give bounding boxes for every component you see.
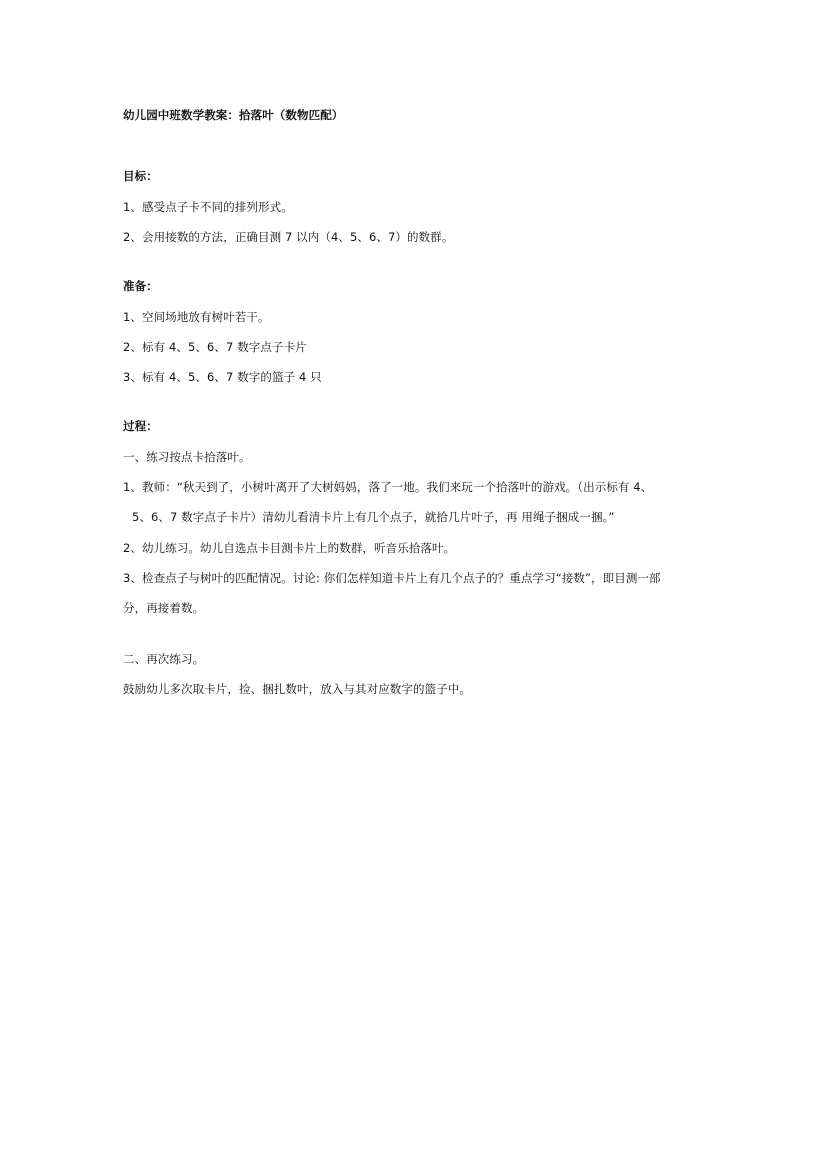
preparation-item-3: 3、标有 4、5、6、7 数字的篮子 4 只 <box>123 370 322 384</box>
process-part2-title: 二、再次练习。 <box>123 652 205 666</box>
process-heading: 过程： <box>123 419 158 433</box>
process-step3-line1: 3、检查点子与树叶的匹配情况。讨论: 你们怎样知道卡片上有几个点子的？重点学习“接数”，即目测一部 <box>123 571 661 585</box>
goal-item-1: 1、感受点子卡不同的排列形式。 <box>123 200 293 214</box>
process-part1-title: 一、练习按点卡拾落叶。 <box>123 450 251 464</box>
preparation-item-2: 2、标有 4、5、6、7 数字点子卡片 <box>123 340 307 354</box>
process-step3-line2: 分，再接着数。 <box>123 601 205 615</box>
process-step1-line2: 5、6、7 数字点子卡片）清幼儿看清卡片上有几个点子，就拾几片叶子，再 用绳子捆成一捆。” <box>132 510 615 524</box>
goals-heading: 目标： <box>123 169 158 183</box>
preparation-heading: 准备： <box>123 279 158 293</box>
goal-item-2: 2、会用接数的方法，正确目测 7 以内（4、5、6、7）的数群。 <box>123 230 454 244</box>
process-part2-text: 鼓励幼儿多次取卡片，捡、捆扎数叶，放入与其对应数字的篮子中。 <box>123 682 471 696</box>
process-step2: 2、幼儿练习。幼儿自选点卡目测卡片上的数群，听音乐拾落叶。 <box>123 541 456 555</box>
document-title: 幼儿园中班数学教案：拾落叶（数物匹配） <box>123 108 344 122</box>
preparation-item-1: 1、空间场地放有树叶若干。 <box>123 310 270 324</box>
process-step1-line1: 1、教师：“秋天到了，小树叶离开了大树妈妈，落了一地。我们来玩一个拾落叶的游戏。（出示标有 4、 <box>123 480 653 494</box>
